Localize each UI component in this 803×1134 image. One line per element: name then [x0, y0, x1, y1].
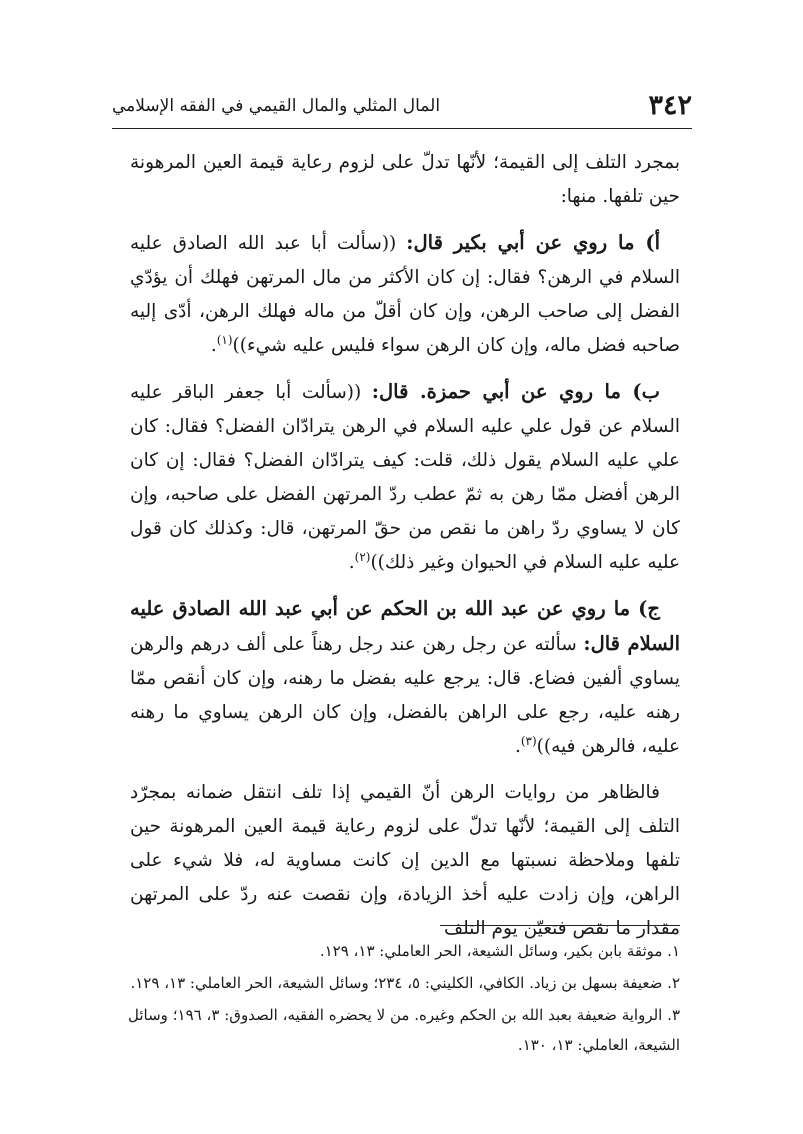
narration-a-lead: أ) ما روي عن أبي بكير قال: — [406, 231, 661, 254]
narration-a-text: ((سألت أبا عبد الله الصادق عليه السلام في الرهن؟ فقال: إن كان الأكثر من مال المرتهن فهلك أن يؤدّي الفضل إلى صاحب الرهن، وإن كان أقلّ من ماله فهلك الرهن، أدّى إليه صاحبه فضل ماله، وإن كان الرهن سواء فليس عليه شيء)) — [130, 233, 680, 356]
footnote-1: ١. موثقة بابن بكير، وسائل الشيعة، الحر العاملي: ١٣، ١٢٩. — [319, 942, 680, 960]
narration-b — [130, 375, 680, 580]
conclusion-paragraph: فالظاهر من روايات الرهن أنّ القيمي إذا تلف انتقل ضمانه بمجرّد التلف إلى القيمة؛ لأنّها تدلّ على لزوم رعاية قيمة العين المرهونة حين تلفها وملاحظة نسبتها مع الدين إن كانت مساوية له، فلا شيء على الراهن، وإن زادت عليه أخذ الزيادة، وإن نقصت عنه ردّ على المرتهن مقدار ما نقص فتعيّن يوم التلف — [130, 782, 680, 939]
footnote-divider — [440, 925, 680, 926]
footnote-3: ٣. الرواية ضعيفة بعبد الله بن الحكم وغيره. من لا يحضره الفقيه، الصدوق: ٣، ١٩٦؛ وسائل الشيعة، العاملي: ١٣، ١٣٠. — [128, 1006, 681, 1054]
footnotes — [128, 936, 680, 1062]
narration-c-end: . — [514, 736, 521, 757]
footnote-2: ٢. ضعيفة بسهل بن زياد. الكافي، الكليني: ٥، ٢٣٤؛ وسائل الشيعة، الحر العاملي: ١٣، ١٢٩. — [130, 974, 680, 992]
narration-a-end: . — [210, 335, 217, 356]
narration-b-lead: ب) ما روي عن أبي حمزة. قال: — [371, 380, 660, 403]
footnote-ref-3[interactable]: (٣) — [520, 733, 537, 748]
page-number: ٣٤٢ — [648, 90, 692, 121]
narration-c-text: سألته عن رجل رهن عند رجل رهناً على ألف درهم والرهن يساوي ألفين فضاع. قال: يرجع عليه بفضل ما رهنه، وإن كان أنقص ممّا رهنه عليه، رجع على الراهن بالفضل، وإن كان الرهن يساوي ما رهنه عليه، فالرهن فيه)) — [130, 634, 680, 757]
footnote-ref-1[interactable]: (١) — [216, 332, 233, 347]
footnote-ref-2[interactable]: (٢) — [354, 549, 371, 564]
running-title: المال المثلي والمال القيمي في الفقه الإسلامي — [112, 96, 441, 116]
narration-c-lead: ج) ما روي عن عبد الله بن الحكم عن أبي عبد الله الصادق عليه السلام قال: — [130, 597, 680, 655]
narration-a — [130, 226, 680, 363]
narration-b-text: ((سألت أبا جعفر الباقر عليه السلام عن قول علي عليه السلام في الرهن يترادّان الفضل؟ فقال: كان علي عليه السلام يقول ذلك، قلت: كيف يترادّان الفضل؟ فقال: إن كان الرهن أفضل ممّا رهن به ثمّ عطب ردّ المرتهن الفضل على صاحبه، وإن كان لا يساوي ردّ راهن ما نقص من حقّ المرتهن، قال: وكذلك كان قول عليه عليه السلام في الحيوان وغير ذلك)) — [130, 382, 680, 573]
narration-c — [130, 592, 680, 764]
intro-paragraph: بمجرد التلف إلى القيمة؛ لأنّها تدلّ على لزوم رعاية قيمة العين المرهونة حين تلفها. منها: — [130, 152, 680, 207]
page-header — [112, 80, 692, 129]
narration-b-end: . — [348, 552, 355, 573]
body-text — [130, 146, 680, 958]
